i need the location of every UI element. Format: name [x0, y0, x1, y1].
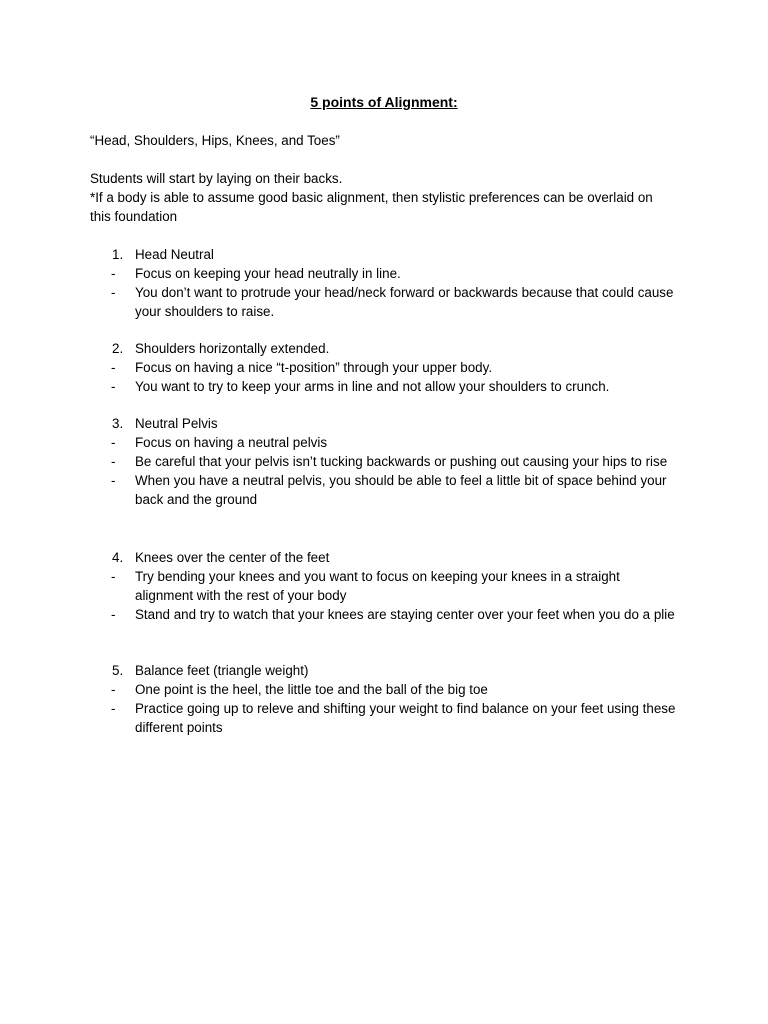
bullet-text: Focus on having a nice “t-position” through your upper body.: [135, 360, 493, 375]
point-number: 1.: [112, 247, 124, 262]
bullet-text: Focus on having a neutral pelvis: [135, 435, 328, 450]
bullet-marker: -: [111, 473, 116, 488]
bullet-text: When you have a neutral pelvis, you should be able to feel a little bit of space behind your back and the ground: [135, 473, 667, 507]
bullet-item: [90, 433, 690, 452]
bullet-marker: -: [111, 360, 116, 375]
bullet-item: [90, 283, 690, 321]
point-number: 3.: [112, 416, 124, 431]
point-heading-row: [90, 245, 690, 264]
point-number: 4.: [112, 550, 124, 565]
bullet-item: [90, 358, 690, 377]
intro-paragraph: [90, 169, 690, 226]
bullet-item: [90, 699, 690, 737]
bullet-marker: -: [111, 266, 116, 281]
bullet-text: You want to try to keep your arms in line and not allow your shoulders to crunch.: [135, 379, 610, 394]
point-heading-row: [90, 548, 690, 567]
bullet-item: [90, 377, 690, 396]
point-4: [90, 548, 690, 624]
bullet-marker: -: [111, 569, 116, 584]
point-1: [90, 245, 690, 321]
point-3: [90, 414, 690, 509]
bullet-marker: -: [111, 701, 116, 716]
bullet-marker: -: [111, 285, 116, 300]
bullet-item: [90, 452, 690, 471]
document-title: 5 points of Alignment:: [310, 94, 458, 110]
intro-note-continued: this foundation: [90, 209, 178, 224]
point-heading-row: [90, 414, 690, 433]
bullet-text: Stand and try to watch that your knees are staying center over your feet when you do a plie: [135, 607, 675, 622]
bullet-text: Practice going up to releve and shifting your weight to find balance on your feet using these different points: [135, 701, 676, 735]
quote-line: [90, 131, 690, 150]
bullet-item: [90, 471, 690, 509]
bullet-item: [90, 264, 690, 283]
point-2: [90, 339, 690, 396]
bullet-marker: -: [111, 454, 116, 469]
point-number: 5.: [112, 663, 124, 678]
bullet-marker: -: [111, 435, 116, 450]
point-number: 2.: [112, 341, 124, 356]
quote-text: “Head, Shoulders, Hips, Knees, and Toes”: [90, 133, 340, 148]
bullet-item: [90, 680, 690, 699]
bullet-item: [90, 567, 690, 605]
point-heading-row: [90, 661, 690, 680]
point-heading: Knees over the center of the feet: [135, 550, 330, 565]
bullet-text: Be careful that your pelvis isn’t tucking backwards or pushing out causing your hips to rise: [135, 454, 668, 469]
bullet-text: You don’t want to protrude your head/neck forward or backwards because that could cause your shoulders to raise.: [135, 285, 674, 319]
point-5: [90, 661, 690, 737]
bullet-item: [90, 605, 690, 624]
point-heading: Head Neutral: [135, 247, 214, 262]
point-heading-row: [90, 339, 690, 358]
bullet-text: One point is the heel, the little toe and the ball of the big toe: [135, 682, 488, 697]
point-heading: Shoulders horizontally extended.: [135, 341, 330, 356]
point-heading: Balance feet (triangle weight): [135, 663, 309, 678]
intro-line: Students will start by laying on their backs.: [90, 171, 343, 186]
intro-note: *If a body is able to assume good basic alignment, then stylistic preferences can be overlaid on: [90, 190, 653, 205]
point-heading: Neutral Pelvis: [135, 416, 218, 431]
bullet-marker: -: [111, 607, 116, 622]
bullet-text: Try bending your knees and you want to focus on keeping your knees in a straight alignment with the rest of your body: [135, 569, 620, 603]
bullet-marker: -: [111, 379, 116, 394]
bullet-text: Focus on keeping your head neutrally in line.: [135, 266, 401, 281]
bullet-marker: -: [111, 682, 116, 697]
